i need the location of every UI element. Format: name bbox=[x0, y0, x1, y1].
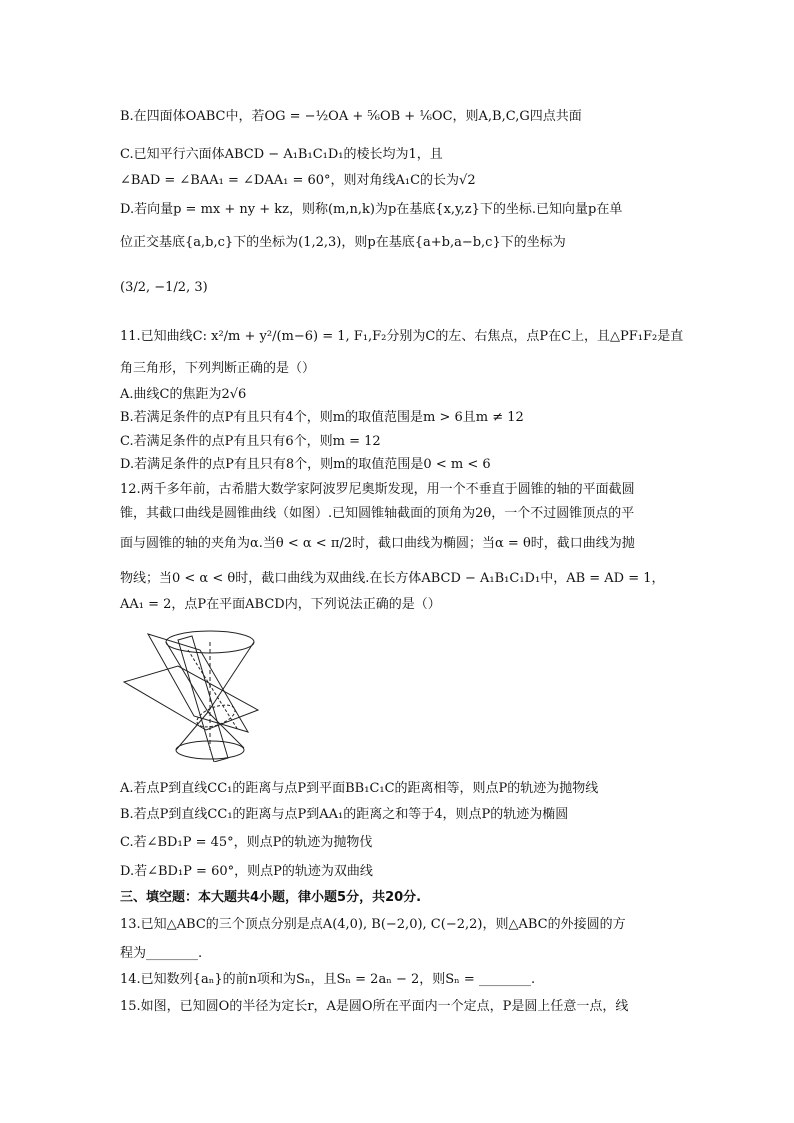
question-12-line1: 12.两千多年前，古希腊大数学家阿波罗尼奥斯发现，用一个不垂直于圆锥的轴的平面截圆 bbox=[120, 482, 635, 497]
option-11a: A.曲线C的焦距为2√6 bbox=[120, 387, 247, 402]
question-13-line1: 13.已知△ABC的三个顶点分别是点A(4,0), B(−2,0), C(−2,2)，则△ABC的外接圆的方 bbox=[120, 917, 626, 932]
option-11b: B.若满足条件的点P有且只有4个，则m的取值范围是m > 6且m ≠ 12 bbox=[120, 410, 524, 425]
question-12-line3: 面与圆锥的轴的夹角为α.当θ < α < π/2时，截口曲线为椭圆；当α = θ时，截口曲线为抛 bbox=[120, 536, 635, 551]
question-12-line4: 物线；当0 < α < θ时，截口曲线为双曲线.在长方体ABCD − A₁B₁C₁D₁中，AB = AD = 1， bbox=[120, 571, 665, 586]
option-11d: D.若满足条件的点P有且只有8个，则m的取值范围是0 < m < 6 bbox=[120, 457, 491, 472]
question-12-line2: 锥，其截口曲线是圆锥曲线（如图）.已知圆锥轴截面的顶角为2θ，一个不过圆锥顶点的平 bbox=[120, 506, 635, 521]
option-10d-line3: (3/2, −1/2, 3) bbox=[120, 280, 208, 295]
option-12c: C.若∠BD₁P = 45°，则点P的轨迹为抛物伐 bbox=[120, 835, 373, 850]
question-15-line1: 15.如图，已知圆O的半径为定长r，A是圆O所在平面内一个定点，P是圆上任意一点，线 bbox=[120, 999, 629, 1014]
option-10b: B.在四面体OABC中，若OG = −½OA + ⅚OB + ⅙OC，则A,B,C,G四点共面 bbox=[120, 109, 582, 124]
option-12a: A.若点P到直线CC₁的距离与点P到平面BB₁C₁C的距离相等，则点P的轨迹为抛物线 bbox=[120, 781, 599, 796]
option-12d: D.若∠BD₁P = 60°，则点P的轨迹为双曲线 bbox=[120, 864, 373, 879]
option-10d-line1: D.若向量p = mx + ny + kz，则称(m,n,k)为p在基底{x,y,z}下的坐标.已知向量p在单 bbox=[120, 202, 623, 217]
question-11-stem-line1: 11.已知曲线C: x²/m + y²/(m−6) = 1, F₁,F₂分别为C的左、右焦点，点P在C上，且△PF₁F₂是直 bbox=[120, 329, 684, 344]
option-10c-line2: ∠BAD = ∠BAA₁ = ∠DAA₁ = 60°，则对角线A₁C的长为√2 bbox=[120, 173, 476, 188]
question-11-stem-line2: 角三角形，下列判断正确的是（） bbox=[120, 361, 316, 376]
option-10d-line2: 位正交基底{a,b,c}下的坐标为(1,2,3)，则p在基底{a+b,a−b,c}下的坐标为 bbox=[120, 235, 566, 250]
question-14: 14.已知数列{aₙ}的前n项和为Sₙ，且Sₙ = 2aₙ − 2，则Sₙ = ________. bbox=[120, 972, 536, 987]
option-10c-line1: C.已知平行六面体ABCD − A₁B₁C₁D₁的棱长均为1，且 bbox=[120, 147, 443, 162]
cone-section-figure bbox=[118, 620, 268, 762]
question-13-line2: 程为________. bbox=[120, 946, 203, 961]
question-12-line5: AA₁ = 2，点P在平面ABCD内，下列说法正确的是（） bbox=[120, 597, 441, 612]
option-12b: B.若点P到直线CC₁的距离与点P到AA₁的距离之和等于4，则点P的轨迹为椭圆 bbox=[120, 807, 569, 822]
section-heading-fill-in: 三、填空题：本大题共4小题，律小题5分，共20分. bbox=[120, 890, 422, 905]
option-11c: C.若满足条件的点P有且只有6个，则m = 12 bbox=[120, 434, 381, 449]
